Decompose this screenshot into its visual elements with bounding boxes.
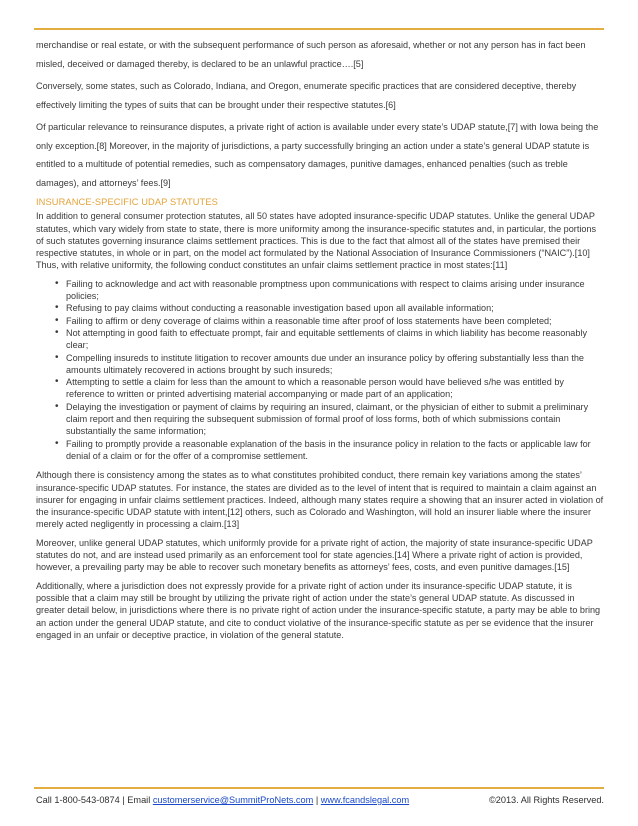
bottom-divider (34, 787, 604, 789)
list-item: • Refusing to pay claims without conducting a reasonable investigation based upon all available information; (66, 302, 604, 314)
footer-copyright: ©2013. All Rights Reserved. (488, 795, 604, 805)
footer-separator: | (122, 795, 125, 805)
document-body (36, 36, 604, 647)
paragraph-general-statute: Additionally, where a jurisdiction does not expressly provide for a private right of action under its insurance-specific UDAP statute, it is possible that a claim may still be brought by utilizing the private right of action under the state’s general UDAP statute. As discussed in greater detail below, in jurisdictions where there is no private right of action under the insurance-specific statute, a party may be able to bring an action under the general UDAP statute, and cite to conduct violative of the insurance-specific statute as per se evidence that the insurer engaged in an unfair or deceptive practice, in violation of the general statute. (36, 580, 601, 640)
paragraph-enforcement-tool: Moreover, unlike general UDAP statutes, which uniformly provide for a private right of action, the majority of state insurance-specific UDAP statutes do not, and are instead used primarily as an enforcement tool for state agencies.[14] Where a private right of action is provided, however, a prevailing party may be able to recover such monetary benefits as attorneys’ fees, costs, and even punitive damages.[15] (36, 537, 593, 573)
list-item: • Attempting to settle a claim for less than the amount to which a reasonable person would have believed s/he was entitled by reference to written or printed advertising material accompanying or made part of an application; (66, 376, 604, 401)
paragraph-private-right-of-action: Of particular relevance to reinsurance disputes, a private right of action is available under every state’s UDAP statute,[7] with Iowa being the only exception.[8] Moreover, in the majority of jurisdictions, a party successfully bringing an action under a state’s general UDAP statute is entitled to a multitude of potential remedies, such as compensatory damages, punitive damages, enhanced penalties (such as treble damages), and attorneys’ fees.[9] (36, 122, 599, 188)
list-item: • Compelling insureds to institute litigation to recover amounts due under an insurance policy by offering substantially less than the amounts ultimately recovered in actions brought by such insureds; (66, 352, 604, 377)
footer-website-link[interactable]: www.fcandslegal.com (320, 795, 410, 805)
list-item: • Failing to acknowledge and act with reasonable promptness upon communications with respect to claims arising under insurance policies; (66, 278, 604, 303)
paragraph-insurance-specific-intro: In addition to general consumer protection statutes, all 50 states have adopted insurance-specific UDAP statutes. Unlike the general UDAP statutes, which vary widely from state to state, there is more uniformity among the insurance-specific statutes and, in particular, the portions of such statutes governing insurance claims settlement practices. This is due to the fact that almost all of the states have premised their respective statutes, in whole or in part, on the model act formulated by the National Association of Insurance Commissioners (“NAIC”).[10] Thus, with relative uniformity, the following conduct constitutes an unfair claims settlement practice in most states:[11] (36, 211, 597, 271)
list-item: • Not attempting in good faith to effectuate prompt, fair and equitable settlements of claims in which liability has become reasonably clear; (66, 327, 604, 352)
unfair-practices-list (36, 278, 604, 462)
list-item: • Failing to affirm or deny coverage of claims within a reasonable time after proof of loss statements have been completed; (66, 315, 604, 327)
top-divider (34, 28, 604, 30)
paragraph-enumerated-practices: Conversely, some states, such as Colorado, Indiana, and Oregon, enumerate specific practices that are considered deceptive, thereby effectively limiting the types of suits that can be brought under their respective statutes.[6] (36, 81, 577, 110)
page-footer (36, 795, 604, 805)
paragraph-udap-definition: merchandise or real estate, or with the subsequent performance of such person as aforesaid, whether or not any person has in fact been misled, deceived or damaged thereby, is declared to be an unlawful practice….[5] (36, 40, 586, 69)
footer-contact (36, 795, 409, 805)
list-item: • Failing to promptly provide a reasonable explanation of the basis in the insurance policy in relation to the facts or applicable law for denial of a claim or for the offer of a compromise settlement. (66, 438, 604, 463)
list-item: • Delaying the investigation or payment of claims by requiring an insured, claimant, or the physician of either to submit a preliminary claim report and then requiring the subsequent submission of formal proof of loss forms, both of which submissions contain substantially the same information; (66, 401, 604, 438)
footer-separator: | (315, 795, 319, 805)
paragraph-key-variations: Although there is consistency among the states as to what constitutes prohibited conduct, there remain key variations among the states’ insurance-specific UDAP statutes. For instance, the states are divided as to the level of intent that is required to maintain a claim against an insurer for engaging in unfair claims settlement practices. Indeed, although many states require a showing that an insurer acted in violation of the insurance-specific UDAP statute with intent,[12] others, such as Colorado and Washington, will hold an insurer liable where the insurer merely acted negligently in processing a claim.[13] (36, 470, 604, 530)
section-heading: INSURANCE-SPECIFIC UDAP STATUTES (36, 197, 218, 207)
footer-email-link[interactable]: customerservice@SummitProNets.com (152, 795, 314, 805)
footer-email-label: Email (127, 795, 151, 805)
footer-phone: Call 1-800-543-0874 (36, 795, 120, 805)
